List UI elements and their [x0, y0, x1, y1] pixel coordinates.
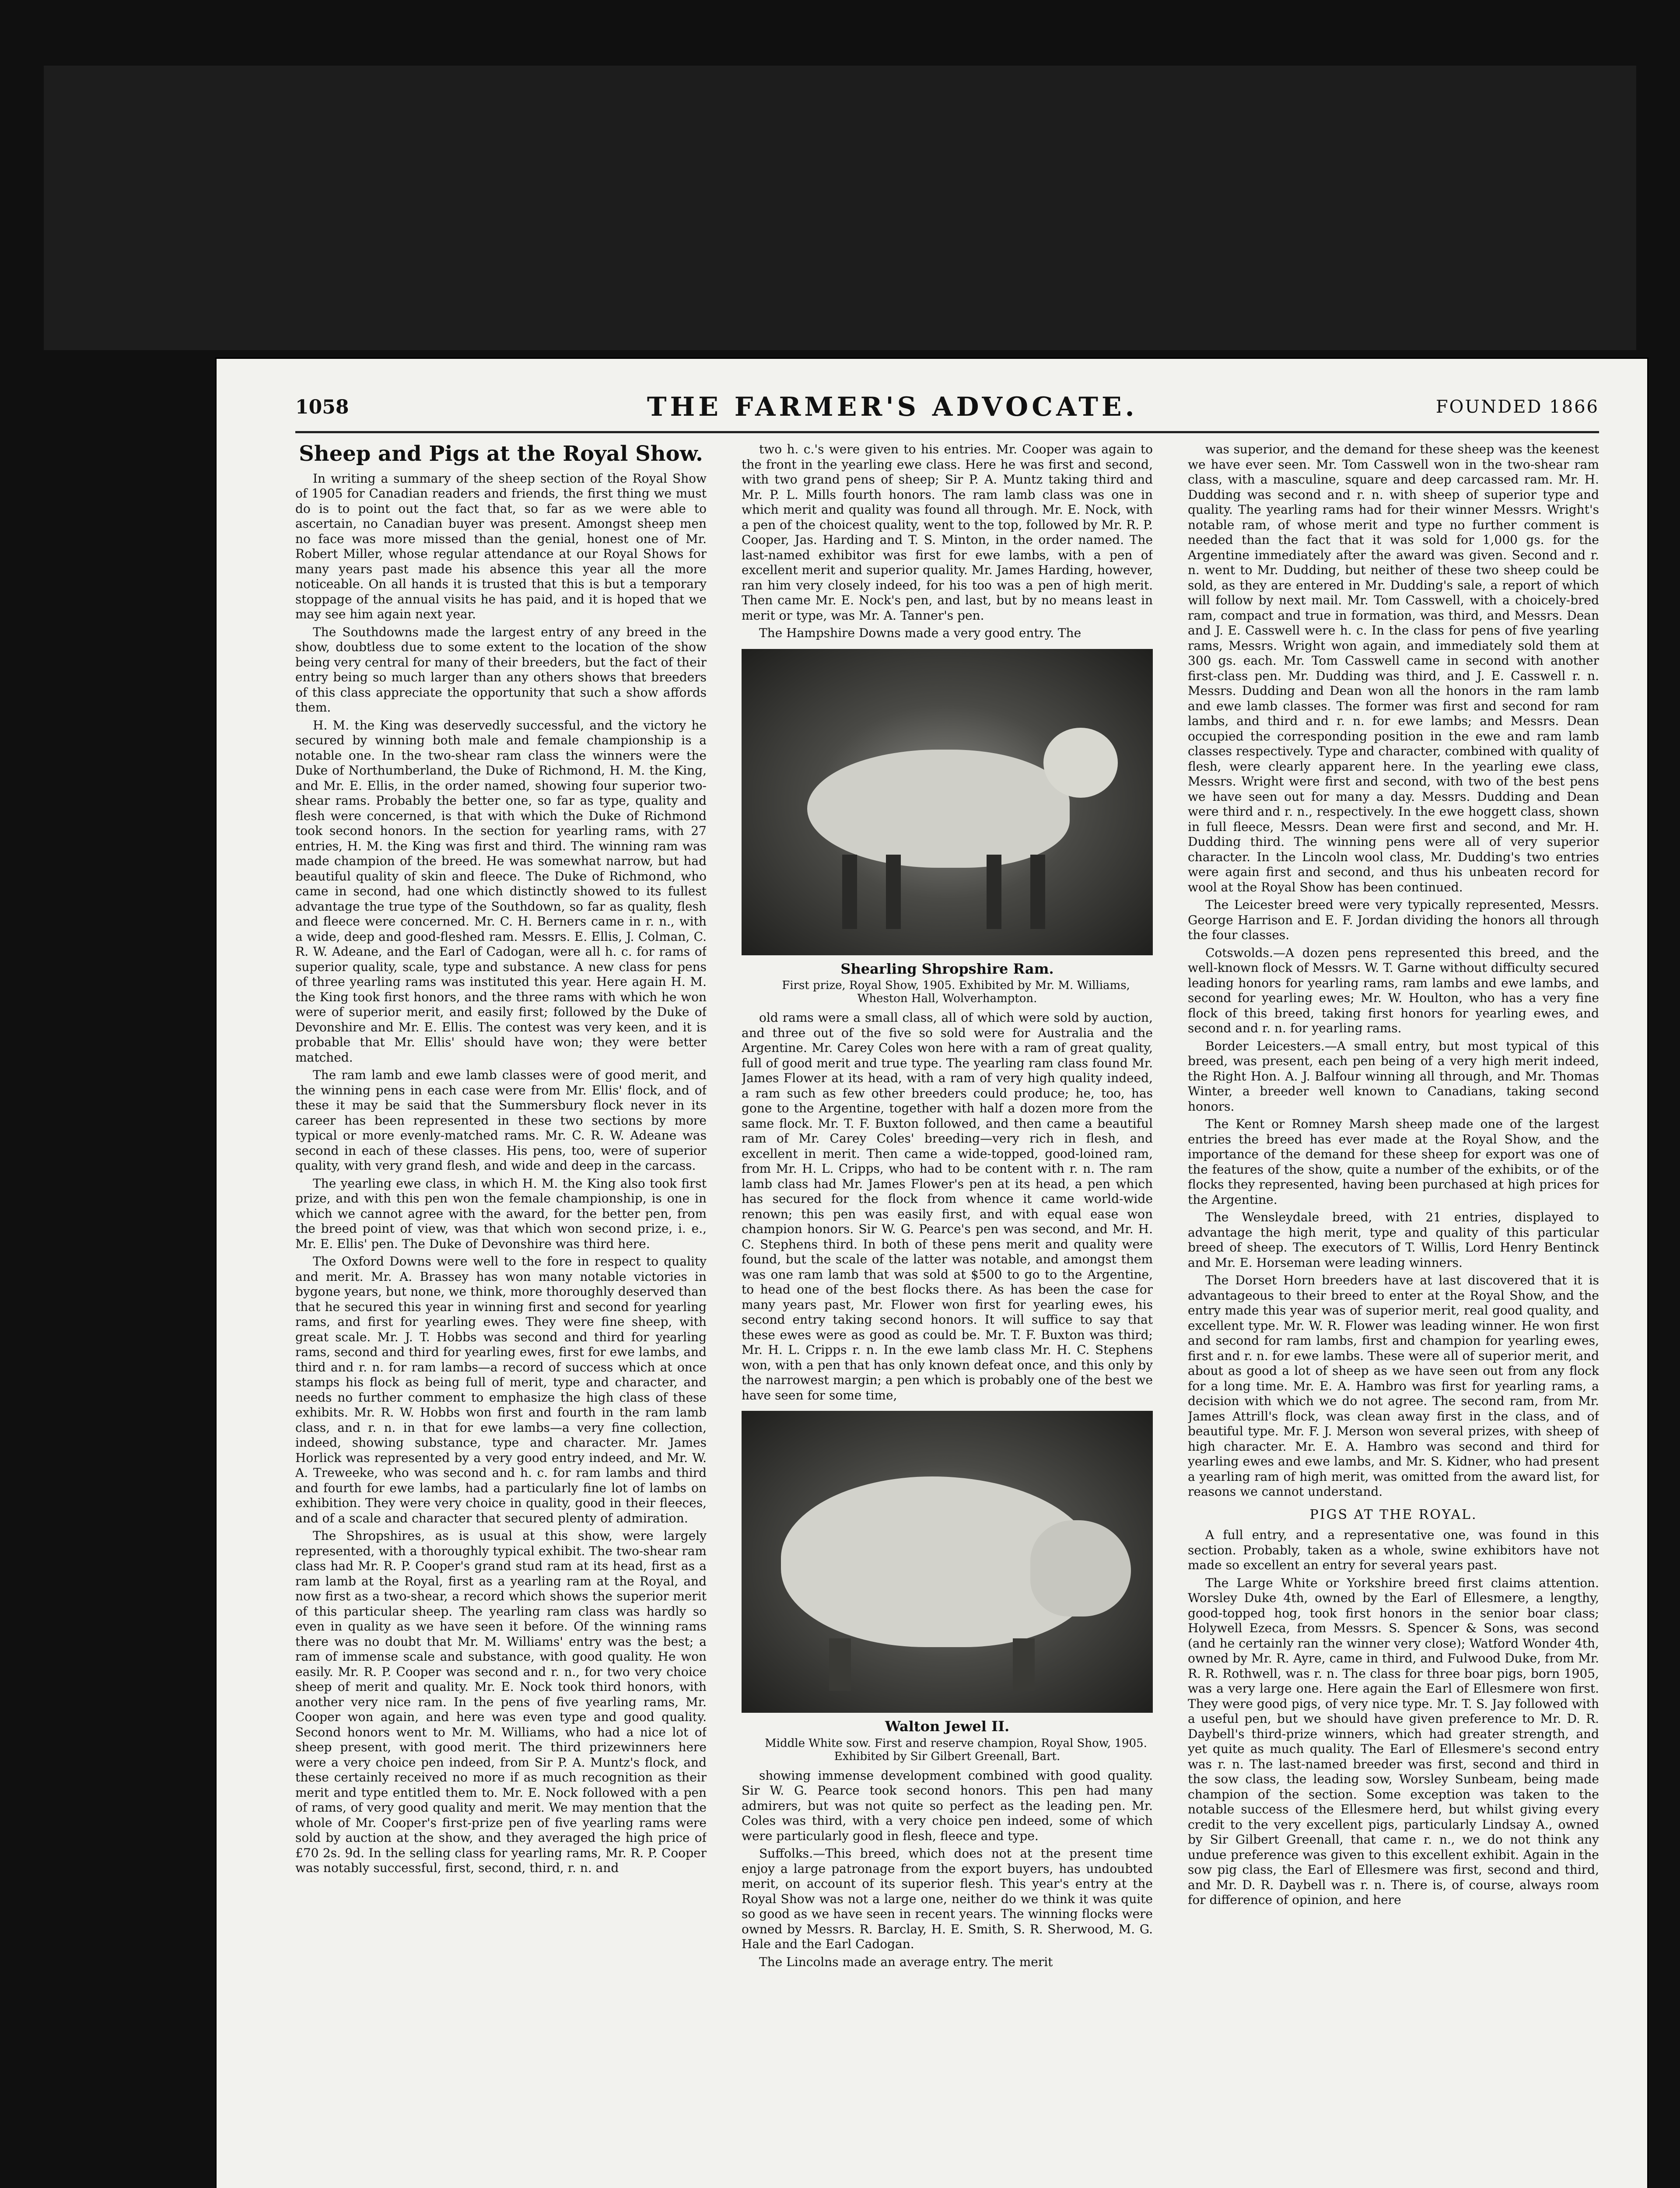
paragraph: The Wensleydale breed, with 21 entries, displayed to advantage the high merit, type and quality of this particular breed of sheep. The executors of T. Willis, Lord Henry Bentinck and Mr. E. Horseman were leading winners.: [1188, 1210, 1599, 1270]
photo-2-caption: Middle White sow. First and reserve champion, Royal Show, 1905. Exhibited by Sir Gilbert Greenall, Bart.: [765, 1736, 1147, 1763]
paragraph: In writing a summary of the sheep section of the Royal Show of 1905 for Canadian readers and friends, the first thing we must do is to point out the fact that, so far as we were able to ascertain, no Canadian buyer was present. Amongst sheep men no face was more missed than the genial, honest one of Mr. Robert Miller, whose regular attendance at our Royal Shows for many years past made his absence this year all the more noticeable. On all hands it is trusted that this is but a temporary stoppage of the annual visits he has paid, and it is hoped that we may see him again next year.: [295, 471, 707, 621]
column-2-bottom-text: [742, 1768, 1153, 1970]
shearling-ram-photo: [742, 649, 1153, 955]
page-header: [295, 387, 1599, 427]
ram-leg: [987, 855, 1001, 929]
ram-leg: [1030, 855, 1045, 929]
column-1: [295, 442, 707, 2188]
photo-2-title: Walton Jewel II.: [885, 1718, 1010, 1735]
paragraph: two h. c.'s were given to his entries. Mr. Cooper was again to the front in the yearling ewe class. Here he was first and second, with two grand pens of sheep; Sir P. A. Muntz taking third and Mr. P. L. Mills fourth honors. The ram lamb class was one in which merit and quality was found all through. Mr. E. Nock, with a pen of the choicest quality, went to the top, followed by Mr. R. P. Cooper, Jas. Harding and T. S. Minton, in the order named. The last-named exhibitor was first for ewe lambs, with a pen of excellent merit and superior quality. Mr. James Harding, however, ran him very closely indeed, for his too was a pen of high merit. Then came Mr. E. Nock's pen, and last, but by no means least in merit or type, was Mr. A. Tanner's pen.: [742, 442, 1153, 623]
paragraph: showing immense development combined with good quality. Sir W. G. Pearce took second honors. This pen had many admirers, but was not quite so perfect as the leading pen. Mr. Coles was third, with a very choice pen indeed, some of which were particularly good in flesh, fleece and type.: [742, 1768, 1153, 1843]
paragraph: The Hampshire Downs made a very good entry. The: [759, 626, 1082, 640]
sow-leg: [1013, 1638, 1035, 1691]
column-3: [1188, 442, 1599, 2188]
pigs-heading: PIGS AT THE ROYAL.: [1309, 1507, 1477, 1522]
paragraph: Cotswolds.—A dozen pens represented this breed, and the well-known flock of Messrs. W. T. Garne without difficulty secured leading honors for yearling rams, ram lambs and ewe lambs, and second for yearling ewes; Mr. W. Houlton, who has a very fine flock of this breed, taking first honors for yearling ewes, and second and r. n. for yearling rams.: [1188, 945, 1599, 1035]
sow-leg: [829, 1638, 851, 1691]
publication-title: THE FARMER'S ADVOCATE.: [647, 392, 1138, 422]
column-2: [742, 442, 1153, 2188]
founded-notice: FOUNDED 1866: [1435, 397, 1599, 417]
paragraph: The Dorset Horn breeders have at last discovered that it is advantageous to their breed to enter at the Royal Show, and the entry made this year was of superior merit, real good quality, and excellent type. Mr. W. R. Flower was leading winner. He won first and second for ram lambs, first and champion for yearling ewes, first and r. n. for ewe lambs. These were all of superior merit, and about as good a lot of sheep as we have seen out from any flock for a long time. Mr. E. A. Hambro was first for yearling rams, a decision with which we do not agree. The second ram, from Mr. James Attrill's flock, was clean away first in the class, and of beautiful type. Mr. F. J. Merson won several prizes, with sheep of high character. Mr. E. A. Hambro was second and third for yearling ewes and ewe lambs, and Mr. S. Kidner, who had present a yearling ram of high merit, was omitted from the award list, for reasons we cannot understand.: [1188, 1273, 1599, 1499]
paragraph: The Oxford Downs were well to the fore in respect to quality and merit. Mr. A. Brassey has won many notable victories in bygone years, but none, we think, more thoroughly deserved than that he secured this year in winning first and second for yearling rams, and first for yearling ewes. They were fine sheep, with great scale. Mr. J. T. Hobbs was second and third for yearling rams, second and third for yearling ewes, first for ewe lambs, and third and r. n. for ram lambs—a record of success which at once stamps his flock as being full of merit, type and character, and needs no further comment to emphasize the high class of these exhibits. Mr. R. W. Hobbs won first and fourth in the ram lamb class, and r. n. in that for ewe lambs—a very fine collection, indeed, showing substance, type and character. Mr. James Horlick was represented by a very good entry indeed, and Mr. W. A. Treweeke, who was second and h. c. for ram lambs and third and fourth for ewe lambs, had a particularly fine lot of lambs on exhibition. They were very choice in quality, good in their fleeces, and of a scale and character that secured plenty of admiration.: [295, 1254, 707, 1525]
paragraph: The Leicester breed were very typically represented, Messrs. George Harrison and E. F. Jordan dividing the honors all through the four classes.: [1188, 898, 1599, 942]
column-2-middle-text: [742, 1010, 1153, 1403]
photo-1-caption: First prize, Royal Show, 1905. Exhibited by Mr. M. Williams, Wheston Hall, Wolverhampton.: [782, 979, 1130, 1005]
paragraph: The Southdowns made the largest entry of any breed in the show, doubtless due to some extent to the location of the show being very central for many of their breeders, but the fact of their entry being so much larger than any others shows that breeders of this class appreciate the opportunity that such a show affords them.: [295, 624, 707, 715]
paragraph: H. M. the King was deservedly successful, and the victory he secured by winning both male and female championship is a notable one. In the two-shear ram class the winners were the Duke of Northumberland, the Duke of Richmond, H. M. the King, and Mr. E. Ellis, in the order named, showing four superior two-shear rams. Probably the better one, so far as type, quality and flesh were concerned, is that with which the Duke of Richmond took second honors. In the section for yearling rams, with 27 entries, H. M. the King was first and third. The winning ram was made champion of the breed. He was somewhat narrow, but had beautiful quality of skin and fleece. The Duke of Richmond, who came in second, had one which distinctly showed to its fullest advantage the true type of the Southdown, so far as quality, flesh and fleece were concerned. Mr. C. H. Berners came in r. n., with a wide, deep and good-fleshed ram. Messrs. E. Ellis, J. Colman, C. R. W. Adeane, and the Earl of Cadogan, were all h. c. for rams of superior quality, scale, type and substance. A new class for pens of three yearling rams was instituted this year. Here again H. M. the King took first honors, and the three rams with which he won were of superior merit, and easily first; followed by the Duke of Devonshire and Mr. E. Ellis. The contest was very keen, and it is probable that Mr. Ellis' should have won; they were better matched.: [295, 718, 707, 1065]
film-frame-top: [44, 66, 1636, 350]
column-2-top-text: [742, 442, 1153, 641]
ram-leg: [842, 855, 857, 929]
column-3-pigs-text: [1188, 1528, 1599, 1908]
newspaper-page: [217, 359, 1647, 2188]
paragraph: The ram lamb and ewe lamb classes were of good merit, and the winning pens in each case were from Mr. Ellis' flock, and of these it may be said that the Summersbury flock never in its career has been represented in these two sections by more typical or more evenly-matched rams. Mr. C. R. W. Adeane was second in each of these classes. His pens, too, were of superior quality, with very grand flesh, and wide and deep in the carcass.: [295, 1068, 707, 1173]
header-rule: [295, 431, 1599, 433]
photo-shropshire-ram: [742, 649, 1153, 1006]
paragraph: The Shropshires, as is usual at this show, were largely represented, with a thoroughly typical exhibit. The two-shear ram class had Mr. R. P. Cooper's grand stud ram at its head, first as a ram lamb at the Royal, first as a yearling ram at the Royal, and now first as a two-shear, a record which shows the superior merit of this particular sheep. The yearling ram class was hardly so even in quality as we have seen it before. Of the winning rams there was no doubt that Mr. M. Williams' entry was the best; a ram of immense scale and substance, with good quality. He won easily. Mr. R. P. Cooper was second and r. n., for two very choice sheep of merit and quality. Mr. E. Nock took third honors, with another very nice ram. In the pens of five yearling rams, Mr. Cooper won again, and here was even type and good quality. Second honors went to Mr. M. Williams, who had a nice lot of sheep present, with good merit. The third prizewinners here were a very choice pen indeed, from Sir P. A. Muntz's flock, and these certainly received no more if as much recognition as their merit and type entitled them to. Mr. E. Nock followed with a pen of rams, of very good quality and merit. We may mention that the whole of Mr. Cooper's first-prize pen of five yearling rams were sold by auction at the show, and they averaged the high price of £70 2s. 9d. In the selling class for yearling rams, Mr. R. P. Cooper was notably successful, first, second, third, r. n. and: [295, 1529, 707, 1875]
paragraph: Suffolks.—This breed, which does not at the present time enjoy a large patronage from the export buyers, has undoubted merit, on account of its superior flesh. This year's entry at the Royal Show was not a large one, neither do we think it was quite so good as we have seen in recent years. The winning flocks were owned by Messrs. R. Barclay, H. E. Smith, S. R. Sherwood, M. G. Hale and the Earl Cadogan.: [742, 1846, 1153, 1951]
ram-head-shape: [1043, 728, 1118, 798]
page-number: 1058: [295, 396, 349, 418]
photo-1-title: Shearling Shropshire Ram.: [840, 960, 1054, 977]
ram-body-shape: [807, 750, 1070, 868]
paragraph: old rams were a small class, all of which were sold by auction, and three out of the five so sold were for Australia and the Argentine. Mr. Carey Coles won here with a ram of great quality, full of good merit and true type. The yearling ram class found Mr. James Flower at its head, with a ram of very high quality indeed, a ram such as few other breeders could produce; he, too, has gone to the Argentine, together with half a dozen more from the same flock. Mr. T. F. Buxton followed, and then came a beautiful ram of Mr. Carey Coles' breeding—very rich in flesh, and excellent in merit. Then came a wide-topped, good-loined ram, from Mr. H. L. Cripps, who had to be content with r. n. The ram lamb class had Mr. James Flower's pen at its head, a pen which has secured for the flock from whence it came world-wide renown; this pen was easily first, and with equal ease won champion honors. Sir W. G. Pearce's pen was second, and Mr. H. C. Stephens third. In both of these pens merit and quality were found, but the scale of the latter was notable, and amongst them was one ram lamb that was sold at $500 to go to the Argentine, to head one of the best flocks there. As has been the case for many years past, Mr. Flower won first for yearling ewes, his second entry taking second honors. It will suffice to say that these ewes were as good as could be. Mr. T. F. Buxton was third; Mr. H. L. Cripps r. n. In the ewe lamb class Mr. H. C. Stephens won, with a pen that has only known defeat once, and this only by the narrowest margin; a pen which is probably one of the best we have seen for some time,: [742, 1010, 1153, 1403]
paragraph: A full entry, and a representative one, was found in this section. Probably, taken as a whole, swine exhibitors have not made so excellent an entry for several years past.: [1188, 1528, 1599, 1572]
ram-leg: [886, 855, 901, 929]
walton-jewel-photo: [742, 1411, 1153, 1713]
paragraph: The Kent or Romney Marsh sheep made one of the largest entries the breed has ever made at the Royal Show, and the importance of the demand for these sheep for export was one of the features of the show, quite a number of the exhibits, or of the flocks they represented, having been purchased at high prices for the Argentine.: [1188, 1117, 1599, 1207]
paragraph: was superior, and the demand for these sheep was the keenest we have ever seen. Mr. Tom Casswell won in the two-shear ram class, with a masculine, square and deep carcassed ram. Mr. H. Dudding was second and r. n. with sheep of superior type and quality. The yearling rams had for their winner Messrs. Wright's notable ram, of whose merit and type no further comment is needed than the fact that it was sold for 1,000 gs. for the Argentine immediately after the award was given. Second and r. n. went to Mr. Dudding, but neither of these two sheep could be sold, as they are entered in Mr. Dudding's sale, a report of which will follow by next mail. Mr. Tom Casswell, with a choicely-bred ram, compact and true in formation, was third, and Messrs. Dean and J. E. Casswell were h. c. In the class for pens of five yearling rams, Messrs. Wright won again, and immediately sold them at 300 gs. each. Mr. Tom Casswell came in second with another first-class pen. Mr. Dudding was third, and J. E. Casswell r. n. Messrs. Dudding and Dean won all the honors in the ram lamb and ewe lamb classes. The former was first and second for ram lambs, and third and r. n. for ewe lambs; and Messrs. Dean occupied the corresponding position in the ewe and ram lamb classes respectively. Type and character, combined with quality of flesh, were clearly apparent here. In the yearling ewe class, Messrs. Wright were first and second, with two of the best pens we have seen out for many a day. Messrs. Dudding and Dean were third and r. n., respectively. In the ewe hoggett class, shown in full fleece, Messrs. Dean were first and second, and Mr. H. Dudding third. The winning pens were all of very superior character. In the Lincoln wool class, Mr. Dudding's two entries were again first and second, and thus his unbeaten record for wool at the Royal Show has been continued.: [1188, 442, 1599, 894]
paragraph: The Large White or Yorkshire breed first claims attention. Worsley Duke 4th, owned by the Earl of Ellesmere, a lengthy, good-topped hog, took first honors in the senior boar class; Holywell Ezeca, from Messrs. S. Spencer & Sons, was second (and he certainly ran the winner very close); Watford Wonder 4th, owned by Mr. R. Ayre, came in third, and Fulwood Duke, from Mr. R. R. Rothwell, was r. n. The class for three boar pigs, born 1905, was a very large one. Here again the Earl of Ellesmere won first. They were good pigs, of very nice type. Mr. T. S. Jay followed with a useful pen, but we should have given preference to Mr. D. R. Daybell's third-prize winners, which had greater strength, and yet quite as much quality. The Earl of Ellesmere's second entry was r. n. The last-named breeder was first, second and third in the sow class, the leading sow, Worsley Sunbeam, being made champion of the section. Some exception was taken to the notable success of the Ellesmere herd, but whilst giving every credit to the very excellent pigs, particularly Lindsay A., owned by Sir Gilbert Greenall, that came r. n., we do not think any undue preference was given to this excellent exhibit. Again in the sow pig class, the Earl of Ellesmere was first, second and third, and Mr. D. R. Daybell was r. n. There is, of course, always room for difference of opinion, and here: [1188, 1575, 1599, 1907]
column-1-body: [295, 471, 707, 1876]
column-3-body: [1188, 442, 1599, 1500]
paragraph: The yearling ewe class, in which H. M. the King also took first prize, and with this pen won the female championship, is one in which we cannot agree with the award, for the better pen, from the breed point of view, was that which won second prize, i. e., Mr. E. Ellis' pen. The Duke of Devonshire was third here.: [295, 1176, 707, 1251]
sow-head-shape: [1030, 1520, 1131, 1616]
article-title: Sheep and Pigs at the Royal Show.: [299, 442, 703, 466]
paragraph: The Lincolns made an average entry. The merit: [759, 1954, 1053, 1969]
photo-middle-white-sow: [742, 1411, 1153, 1763]
paragraph: Border Leicesters.—A small entry, but most typical of this breed, was present, each pen being of a very high merit indeed, the Right Hon. A. J. Balfour winning all through, and Mr. Thomas Winter, a breeder well known to Canadians, taking second honors.: [1188, 1038, 1599, 1114]
